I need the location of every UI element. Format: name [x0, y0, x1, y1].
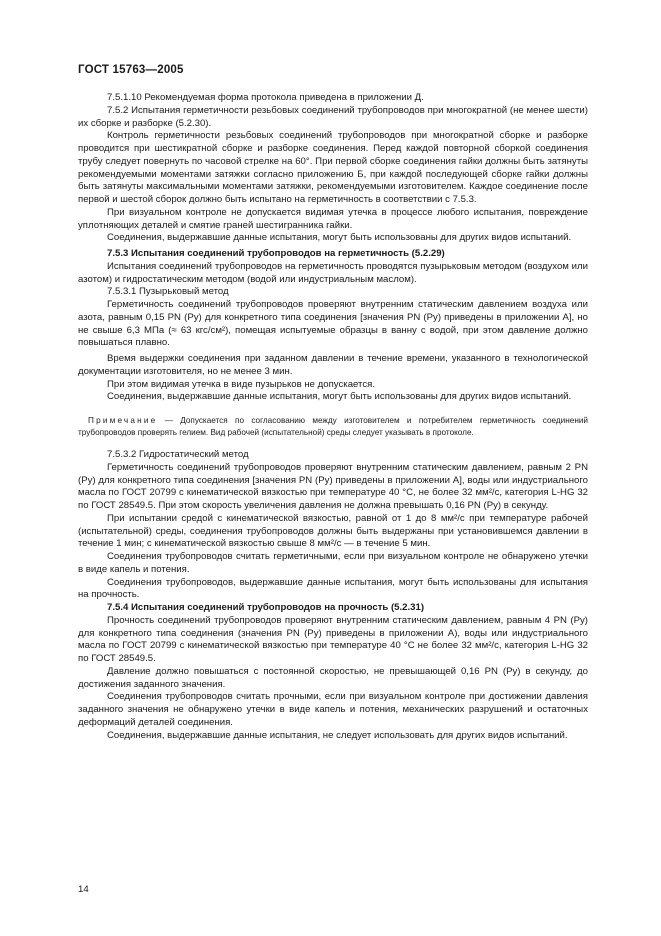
- subsection-heading-7-5-3-1: 7.5.3.1 Пузырьковый метод: [107, 286, 229, 298]
- paragraph: Соединения, выдержавшие данные испытания, могут быть использованы для других видов испытаний.: [107, 232, 572, 244]
- paragraph: Соединения трубопроводов считать герметичными, если при визуальном контроле не обнаружено утечки в виде капель и потения.: [78, 551, 588, 575]
- paragraph: Герметичность соединений трубопроводов проверяют внутренним статическим давлением воздуха или азота, равным 0,15 PN (Pу) для конкретного типа соединения [значения PN (Pу) приведены в приложении А], но не свыше 6,3 МПа (≈ 63 кгс/см²), помещая испытуемые образцы в ванну с водой, при этом давление должно повышаться плавно.: [78, 299, 588, 349]
- paragraph: Герметичность соединений трубопроводов проверяют внутренним статическим давлением, равным 2 PN (Pу) для конкретного типа соединения [значения PN (Pу) приведены в приложении А], воды или индустриального масла по ГОСТ 20799 с кинематической вязкостью при температуре 40 °С, не более 32 мм²/с, категория L-HG 32 по ГОСТ 28549.5. При этом скорость увеличения давления не должна превышать 0,16 PN (Pу) в секунду.: [78, 461, 588, 511]
- paragraph: Соединения трубопроводов считать прочными, если при визуальном контроле при достижении давления заданного значения не обнаружено утечки в виде капель и потения, механических разрушений и остаточных деформаций деталей соединения.: [78, 691, 588, 728]
- paragraph: При этом видимая утечка в виде пузырьков не допускается.: [107, 378, 375, 390]
- paragraph: При визуальном контроле не допускается видимая утечка в процессе любого испытания, повреждение уплотняющих деталей и смятие граней шестигранника гайки.: [78, 206, 588, 231]
- paragraph: Время выдержки соединения при заданном давлении в течение времени, указанного в технологической документации изготовителя, но не менее 3 мин.: [78, 353, 588, 377]
- clause-7-5-2: 7.5.2 Испытания герметичности резьбовых соединений трубопроводов при многократной (не менее шести) их сборке и разборке (5.2.30).: [78, 104, 588, 129]
- note-text: — Допускается по согласованию между изготовителем и потребителем герметичность соединений трубопроводов проверять гелием. Вид рабочей (испытательной) среды следует указывать в протоколе.: [78, 416, 588, 437]
- section-heading-7-5-3: 7.5.3 Испытания соединений трубопроводов на герметичность (5.2.29): [107, 248, 445, 259]
- section-heading-7-5-4: 7.5.4 Испытания соединений трубопроводов на прочность (5.2.31): [107, 602, 425, 613]
- paragraph: Испытания соединений трубопроводов на герметичность проводятся пузырьковым методом (воздухом или азотом) и гидростатическим методом (водой или индустриальным маслом).: [78, 260, 588, 285]
- paragraph: Соединения, выдержавшие данные испытания, не следует использовать для других видов испытаний.: [107, 729, 568, 741]
- paragraph: Давление должно повышаться с постоянной скоростью, не превышающей 0,16 PN (Pу) в секунду, до достижения заданного значения.: [78, 665, 588, 690]
- subsection-heading-7-5-3-2: 7.5.3.2 Гидростатический метод: [107, 449, 249, 460]
- clause-7-5-1-10: 7.5.1.10 Рекомендуемая форма протокола приведена в приложении Д.: [107, 92, 424, 103]
- paragraph: Соединения, выдержавшие данные испытания, могут быть использованы для других видов испытаний.: [107, 391, 572, 403]
- paragraph: Контроль герметичности резьбовых соединений трубопроводов при многократной сборке и разборке проводится при шестикратной сборке и разборке соединения. Перед каждой повторной сборкой соединения трубу следует повернуть по часовой стрелке на 60°. При первой сборке соединения гайки должны быть затянуты рекомендуемыми моментами затяжки согласно приложению Б, при каждой последующей сборке гайки должны быть затянуты максимальными моментами затяжки, рекомендуемыми изготовителем. Каждое соединение после первой и шестой сборок должно быть испытано на герметичность в соответствии с 7.5.3.: [78, 130, 588, 205]
- paragraph: При испытании средой с кинематической вязкостью, равной от 1 до 8 мм²/с при температуре рабочей (испытательной) среды, соединения трубопроводов должны быть выдержаны при установившемся давлении в течение 1 мин; с кинематической вязкостью свыше 8 мм²/с — в течение 5 мин.: [78, 512, 588, 550]
- note-label: Примечание: [88, 416, 158, 425]
- document-body: [78, 92, 588, 742]
- paragraph: Соединения трубопроводов, выдержавшие данные испытания, могут быть использованы для испытания на прочность.: [78, 576, 588, 601]
- note: [78, 415, 588, 438]
- paragraph: Прочность соединений трубопроводов проверяют внутренним статическим давлением, равным 4 PN (Pу) для конкретного типа соединения (значения PN (Pу) приведены в приложении А), воды или индустриального масла по ГОСТ 20799 с кинематической вязкостью при температуре 40 °С не более 32 мм²/с, категория L-HG 32 по ГОСТ 28549.5.: [78, 614, 588, 664]
- page-number: 14: [78, 884, 89, 895]
- document-header: ГОСТ 15763—2005: [78, 64, 184, 76]
